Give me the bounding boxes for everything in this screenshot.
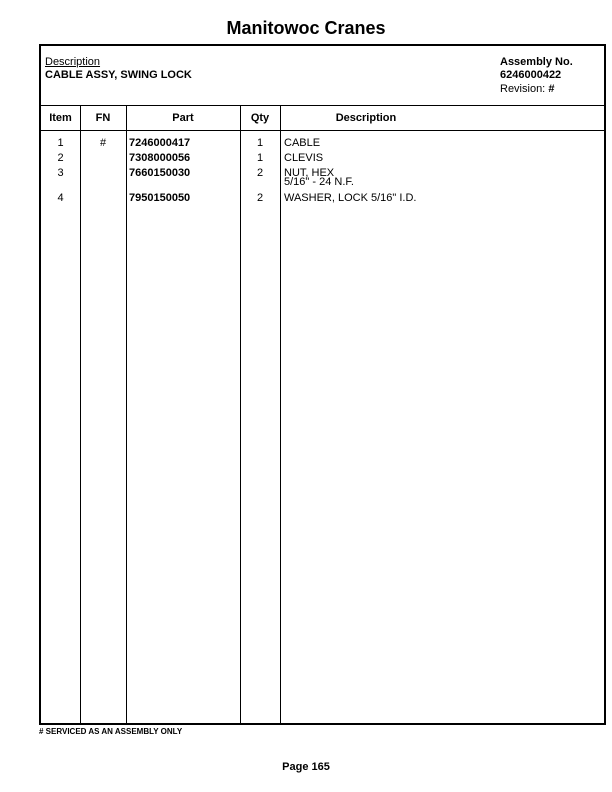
assembly-no-label: Assembly No.	[500, 56, 573, 68]
description-label: Description	[45, 56, 101, 68]
column-divider	[80, 105, 81, 723]
row-qty: 1	[256, 152, 264, 164]
row-description: WASHER, LOCK 5/16" I.D.	[284, 192, 417, 204]
row-qty: 1	[256, 137, 264, 149]
column-divider	[280, 105, 281, 723]
column-header-description: Description	[335, 112, 397, 124]
column-header-item: Item	[49, 112, 72, 124]
row-part-number: 7246000417	[129, 137, 191, 149]
row-description: NUT, HEX	[284, 167, 335, 179]
page-title: Manitowoc Cranes	[226, 18, 386, 38]
row-item: 3	[57, 167, 64, 179]
footnote: # SERVICED AS AN ASSEMBLY ONLY	[39, 727, 183, 736]
row-item: 2	[57, 152, 64, 164]
column-header-qty: Qty	[250, 112, 270, 124]
row-description-line2: 5/16" - 24 N.F.	[284, 176, 354, 188]
row-item: 4	[57, 192, 64, 204]
row-qty: 2	[256, 192, 264, 204]
row-part-number: 7308000056	[129, 152, 191, 164]
row-part-number: 7950150050	[129, 192, 191, 204]
row-item: 1	[57, 137, 64, 149]
parts-table	[39, 44, 606, 725]
row-qty: 2	[256, 167, 264, 179]
revision-value: #	[548, 83, 555, 95]
row-fn: #	[99, 137, 107, 149]
page-number: Page 165	[282, 761, 330, 773]
assembly-description: CABLE ASSY, SWING LOCK	[45, 69, 192, 81]
revision	[500, 83, 554, 95]
column-divider	[126, 105, 127, 723]
row-part-number: 7660150030	[129, 167, 191, 179]
row-description: CLEVIS	[284, 152, 324, 164]
assembly-no: 6246000422	[500, 69, 562, 81]
column-header-part: Part	[172, 112, 194, 124]
column-header-fn: FN	[95, 112, 111, 124]
row-description: CABLE	[284, 137, 321, 149]
revision-label: Revision:	[500, 83, 546, 95]
